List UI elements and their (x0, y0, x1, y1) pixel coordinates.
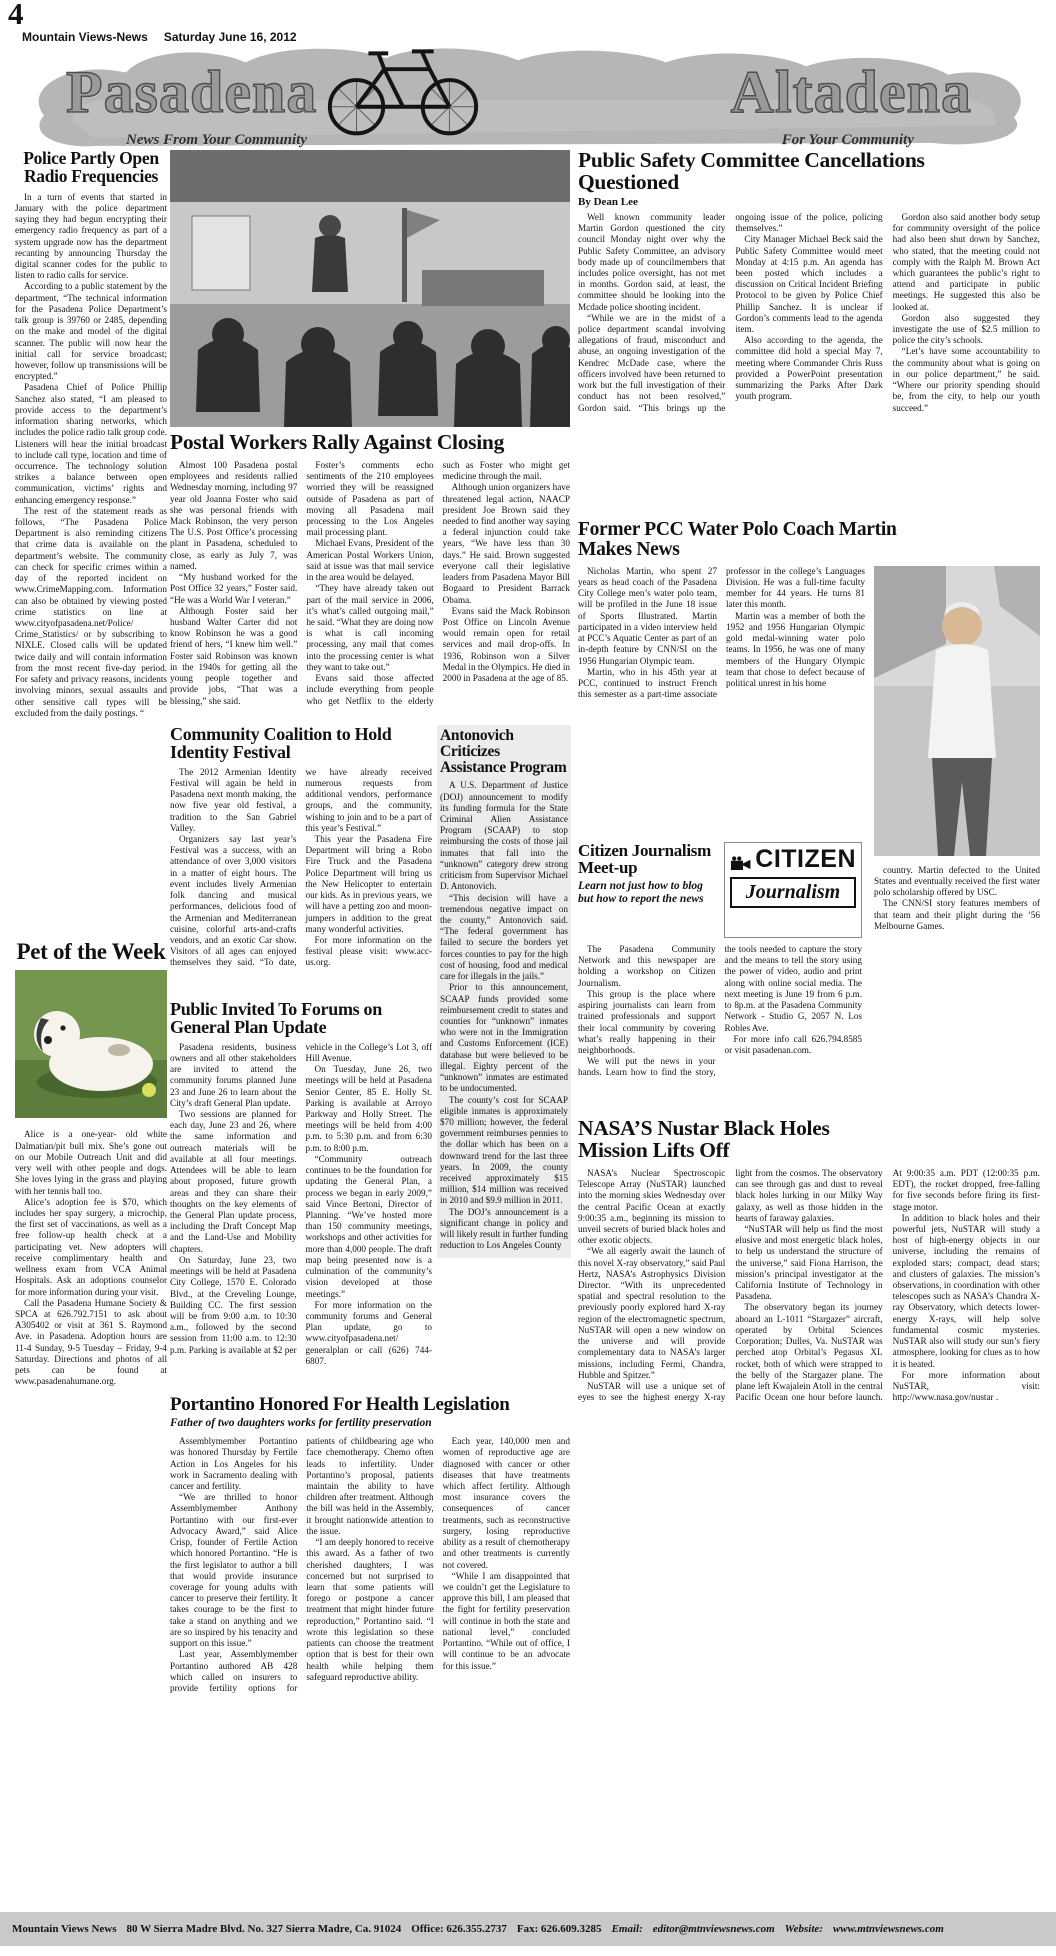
article-body: The 2012 Armenian Identity Festival will again be held in Pasadena next month making, the now five year old festival, a tradition to the San Gabriel Valley. Organizers say last year’s Festival was a success, with an attendance of over 3,000 visitors in a matter of eight hours. The event includes lively Armenian folk dancing and musical performances, delicious food of the Armenian and Mediterranean cuisine, colorful arts-and-crafts vendors, and an exotic Car show. Visitors of all ages can enjoyed themselves they said. “To date, we have already received numerous requests from additional vendors, performance groups, and the community, wishing to join and to be a part of this year’s Festival.” This year the Pasadena Fire Department will bring a Robo Fire Truck and the Pasadena Police Department will bring us the New Helicopter to entertain our kids. As in previous years, we will have a petting zoo and moon-jumpers in addition to the great many wonderful activities. For more information on the festival please visit: www.acc-us.org. (170, 766, 432, 968)
footer (0, 1912, 1056, 1946)
article-portantino (170, 1395, 570, 1694)
article-body: The Pasadena Community Network and this newspaper are holding a workshop on Citizen Journalism. This group is the place where aspiring journalists can learn from trained professionals and support their local community by covering what’s really happening in their neighborhoods. We will put the news in your hands. Learn how to find the story, the tools needed to capture the story and the means to tell the story using the power of video, audio and print along with online social media. The next meeting is June 19 from 6 p.m. to 8p.m. at the Pasadena Community Network - Studio G, 2057 N. Los Robles Ave. For more info call 626.794.8585 or visit pasadenan.com. (578, 944, 862, 1078)
article-body: Assemblymember Portantino was honored Thursday by Fertile Action in Los Angeles for his work in Sacramento dealing with cancer and fertility. “We are thrilled to honor Assemblymember Anthony Portantino with our first-ever Advocacy Award,” said Alice Crisp, founder of Fertile Action which honored Portantino. “He is the first legislator to author a bill that would provide insurance coverage for young adults with cancer to preserve their fertility. It takes courage to be the first to take a stand on anything and we are so inspired by his tenacity and support on this issue.” Last year, Assemblymember Portantino authored AB 428 which called on insurers to provide fertility options for patients of childbearing age who face chemotherapy. Chemo often leads to infertility. Under Portantino’s proposal, patients maintain the ability to have children after treatment. Although the bill was held in the Assembly, it brought nationwide attention to the issue. “I am deeply honored to receive this award. As a father of two cherished daughters, I was concerned but not surprised to learn that some patients will forego or postpone a cancer treatment that might hinder future reproduction,” Portantino said. “I wrote this legislation so these patients can choose the treatment option that is best for their own health while helping them safeguard reproductive ability. Each year, 140,000 men and women of reproductive age are diagnosed with cancer or other diseases that have treatments which affect fertility. Although most insurance covers the consequences of cancer treatments, such as reconstructive surgery, losing reproductive ability as a result of chemotherapy and other treatments is currently not covered. “While I am disappointed that we couldn’t get the Legislature to approve this bill, I am pleased that the fight for fertility preservation will continue in both the state and national level,” concluded Portantino. “While out of office, I will continue to be an advocate for this issue.” (170, 1436, 570, 1693)
article-police-radio (15, 150, 167, 719)
article-headline: Portantino Honored For Health Legislation (170, 1394, 510, 1415)
citizen-journalism-logo (724, 842, 862, 938)
article-headline: Citizen Journalism Meet-up (578, 841, 711, 878)
article-body: A U.S. Department of Justice (DOJ) announcement to modify its funding formula for the State Criminal Alien Assistance Program (SCAAP) to stop reimbursing the costs of those jail inmates that fall into the “unknown” category drew strong criticism from Supervisor Michael D. Antonovich. “This decision will have a tremendous negative impact on the county,” Antonovich said. “The federal government has failed to secure the borders yet forces counties to pay for the high cost of housing, food and medical care for illegals in the jails.” Prior to this announcement, SCAAP funds provided some reimbursement credit to states and counties for “unknown” inmates who were not in the Immigration and Customs Enforcement (ICE) database but were believed to be illegal. Eighty percent of the “unknown” inmates are estimated to be undocumented. The county’s cost for SCAAP eligible inmates is approximately $70 million; however, the federal government reimburses pennies to the dollar which has been on a downward trend for the last three years. In 2009, the county received approximately $15 million, $14 million was received in 2010 and $9.9 million in 2011. The DOJ’s announcement is a significant change in policy and will likely result in further funding reduction to Los Angeles County (440, 780, 568, 1251)
article-headline: Former PCC Water Polo Coach Martin Makes News (578, 519, 897, 560)
banner-title-altadena: Altadena (730, 59, 972, 125)
banner-title-pasadena: Pasadena (66, 59, 318, 125)
article-pet-of-week (15, 940, 167, 1387)
masthead-title: Mountain Views-News (22, 30, 148, 44)
article-postal-rally (170, 432, 570, 707)
footer-office: Office: 626.355.2737 (411, 1923, 507, 1935)
martin-photo (874, 566, 1040, 856)
logo-text-journalism: Journalism (745, 881, 841, 903)
footer-name: Mountain Views News (12, 1923, 117, 1935)
article-headline: Police Partly Open Radio Frequencies (23, 148, 159, 186)
dog-photo (15, 970, 167, 1118)
page-number: 4 (8, 0, 24, 31)
rally-photo (170, 150, 570, 427)
banner (14, 44, 1042, 150)
footer-website-label: Website: (784, 1923, 823, 1935)
footer-address: 80 W Sierra Madre Blvd. No. 327 Sierra Madre, Ca. 91024 (126, 1923, 402, 1935)
article-general-plan-forums (170, 1000, 432, 1367)
article-public-safety (578, 150, 1040, 414)
article-citizen-journalism (578, 842, 862, 1079)
tagline-right: For Your Community (781, 132, 914, 148)
masthead (22, 30, 297, 44)
bicycle-icon (319, 28, 487, 140)
article-body-continued: country. Martin defected to the United States and eventually received the first water polo scholarship offered by USC. The CNN/SI story features members of that team and their plight during the ’56 Melbourne Games. (874, 864, 1040, 931)
article-identity-festival (170, 725, 432, 969)
article-headline: Antonovich Criticizes Assistance Program (440, 727, 567, 776)
footer-email-label: Email: (611, 1923, 643, 1935)
article-subhead: Father of two daughters works for fertility preservation (170, 1417, 432, 1430)
tagline-left: News From Your Community (126, 132, 308, 148)
article-subhead: Learn not just how to blog but how to report the news (578, 879, 704, 906)
masthead-date: Saturday June 16, 2012 (163, 30, 297, 44)
article-body: In a turn of events that started in January with the police department saying they had begun encrypting their emergency radio frequency as part of a system upgrade now has the department recanting by announcing Thursday the digital scanner codes for the public to listen to radio calls for service. According to a public statement by the department, “The technical information for the Pasadena Police Department’s talk group is 39760 or 2485, depending on the make and model of the digital scanner. The public will now hear the initial call for service broadcast; however, follow up transmissions will be encrypted.” Pasadena Chief of Police Phillip Sanchez also stated, “I am pleased to provide access to the department’s information sharing networks, which includes the police radio talk group code. Listeners will hear the initial broadcast to include call type, location and time of occurrence. The technology solution strikes a balance between open communication, victims’ rights and enhancing emergency response.” The rest of the statement reads as follows, “The Pasadena Police Department is also reminding citizens that crime data is available on the department’s website. The community can check for specific crimes within a day of the reported incident on www.CrimeMapping.com. Information can also be obtained by viewing posted crime statistics on line at www.cityofpasadena.net/Police/ Crime_Statistics/ or by subscribing to NIXLE. Closed calls will be updated twice daily and will contain information from the most recent five-day period. For safety and privacy reasons, incidents involving minors, sexual assaults and other sensitive call types will be excluded from the daily postings. “ (15, 191, 167, 718)
footer-fax: Fax: 626.609.3285 (516, 1923, 602, 1935)
article-byline: By Dean Lee (578, 195, 638, 208)
article-headline: Public Safety Committee Cancellations Questioned (578, 148, 925, 194)
article-headline: Public Invited To Forums on General Plan Update (170, 999, 382, 1038)
article-nustar (578, 1118, 1040, 1403)
article-headline: Postal Workers Rally Against Closing (170, 430, 505, 454)
article-body: Almost 100 Pasadena postal employees and residents rallied Wednesday morning, including 97 year old Joanna Foster who said she was personal friends with Mack Robinson, the very person The U.S. Post Office’s processing plant in Pasadena, scheduled to close, as early as July 7, was named. “My husband worked for the Post Office 32 years,” Foster said. “He was a World War I veteran.” Although Foster said her husband Walter Carter did not know Robinson he was a good friend of hers, “I knew him well.” Foster said Robinson was known in the 1940s for getting all the young people together and provide jobs, “That was a blessing,” she said. Foster’s comments echo sentiments of the 210 employees worried they will be reassigned outside of Pasadena as part of moving all Pasadena mail processing to the Los Angeles mail processing plant. Michael Evans, President of the American Postal Workers Union, said at issue was that mail service in the area would be delayed. “They have already taken out part of the mail service in 2006, it’s what’s called outgoing mail,” he said. “What they are doing now is what is call incoming processing, any mail that comes into the processing center is what they want to take out.” Evans said those affected include everything from people who get Netflix to the elderly such as Foster who might get medicine through the mail. Although union organizers have threatened legal action, NAACP president Joe Brown said they needed to find another way saying a federal injunction could take years, “We have less than 30 days.” He said. Brown suggested everyone call their legislative leaders from Pasadena Mayor Bill Bogaard to President Barrack Obama. Evans said the Mack Robinson Post Office on Lincoln Avenue would remain open for retail services and mail drop-offs. In 1936, Robinson won a Silver Medal in the Olympics. He died in 2000 in Pasadena at the age of 85. (170, 459, 570, 706)
article-headline: NASA’S Nustar Black Holes Mission Lifts Off (578, 1116, 830, 1162)
article-body: Pasadena residents, business owners and all other stakeholders are invited to attend the community forums planned June 23 and June 26 to learn about the City’s draft General Plan update. Two sessions are planned for each day, June 23 and 26, where the same information and outreach materials will be available at all four meetings. Attendees will be able to learn about proposed, future growth areas and they can share their thoughts on the key elements of the General Plan update process, including the Draft Concept Map and the Land-Use and Mobility chapters. On Saturday, June 23, two meetings will be held at Pasadena City College, 1570 E. Colorado Blvd., at the Creveling Lounge, Building CC. The first session will be from 9:00 a.m. to 10:30 a.m., followed by the second session from 11:00 a.m. to 12:30 p.m. Parking is available at $2 per vehicle in the College’s Lot 3, off Hill Avenue. On Tuesday, June 26, two meetings will be held at Pasadena Senior Center, 85 E. Holly St. Parking is available at Arroyo Parkway and Holly Street. The meetings will be held from 4:00 p.m. to 5:30 p.m. and from 6:30 p.m. to 8:00 p.m. “Community outreach continues to be the foundation for updating the General Plan, a process we began in early 2009,” said Vince Bertoni, Director of Planning. “We’ve hosted more than 150 community meetings, workshops and other activities for more than 4,000 people. The draft map being presented now is a culmination of the community’s vision developed at those meetings.” For more information on the community forums and General Plan update, go to www.cityofpasadena.net/ generalplan or call (626) 744-6807. (170, 1041, 432, 1366)
article-headline: Community Coalition to Hold Identity Festival (170, 724, 392, 763)
article-headline: Pet of the Week (16, 939, 166, 964)
footer-website: www.mtnviewsnews.com (832, 1923, 944, 1935)
logo-text-citizen: CITIZEN (755, 845, 856, 873)
article-body: Alice is a one-year- old white Dalmatian/pit bull mix. She’s gone out on our Mobile Outreach Unit and did very well with other people and dogs. She loves lying in the grass and playing with her tennis ball too. Alice’s adoption fee is $70, which includes her spay surgery, a microchip, the first set of vaccinations, as well as a free follow-up health check at a participating vet. New adopters will receive complimentary health and wellness exam from VCA Animal Hospitals. Ask an adoptions counselor for more information during your visit. Call the Pasadena Humane Society & SPCA at 626.792.7151 to ask about A305402 or visit at 361 S. Raymond Ave. in Pasadena. Adoption hours are 11-4 Sunday, 9-5 Tuesday – Friday, 9-4 Saturday. Directions and photos of all pets can be found at www.pasadenahumane.org. (15, 1129, 167, 1387)
article-antonovich (437, 725, 571, 1258)
footer-email: editor@mtnviewsnews.com (652, 1923, 775, 1935)
article-body: Well known community leader Martin Gordon questioned the city council Monday night over why the Public Safety Committee, an advisory body made up of councilmembers that includes police oversight, has not met in months. Gordon said, at least, the committee should be looking into the Mcdade police shooting incident. “While we are in the midst of a police department scandal involving allegations of fraud, misconduct and abuse, an ongoing investigation of the Kendrec McDade case, where the officers involved have been returned to work but the full investigation of their conduct has not been resolved,” Gordon said. “This brings up the ongoing issue of the police, policing themselves.” City Manager Michael Beck said the Public Safety Committee would meet Monday at 4:15 p.m. An agenda has been posted which includes a discussion on Critical Incident Briefing Protocol to be given by Police Chief Phillip Sanchez. It is unclear if Gordon’s comments lead to the agenda item. Also according to the agenda, the committee did hold a special May 7, meeting where Commander Chris Russ provided a PowerPoint presentation summarizing the Parks After Dark youth program. Gordon also said another body setup for community oversight of the police had also been shut down by Sanchez, who stated, that the meeting could not comply with the Ralph M. Brown Act which guarantees the public’s right to attend and participate in public meetings. He suggested this also be looked at. Gordon also suggested they investigate the use of $2.5 million to police the city’s schools. “Let’s have some accountability to the community about what is going on in our police department,” he said. “Where our priority spending should be, from the city, to help our youth succeed.” (578, 211, 1040, 413)
camera-icon (730, 855, 752, 872)
article-body: NASA’s Nuclear Spectroscopic Telescope Array (NuSTAR) launched into the morning skies Wednesday over the central Pacific Ocean at exactly 9:00:35 a.m., beginning its mission to unveil secrets of buried black holes and other exotic objects. “We all eagerly await the launch of this novel X-ray observatory,” said Paul Hertz, NASA’s Astrophysics Division Director. “With its unprecedented spatial and spectral resolution to the previously poorly explored hard X-ray region of the electromagnetic spectrum, NuSTAR will open a new window on the universe and will provide complementary data to NASA’s larger missions, including Fermi, Chandra, Hubble and Spitzer.” NuSTAR will use a unique set of eyes to see the highest energy X-ray light from the cosmos. The observatory can see through gas and dust to reveal black holes lurking in our Milky Way galaxy, as well as those hidden in the hearts of faraway galaxies. “NuSTAR will help us find the most elusive and most energetic black holes, to help us understand the structure of the universe,” said Fiona Harrison, the mission’s principal investigator at the California Institute of Technology in Pasadena. The observatory began its journey aboard an L-1011 “Stargazer” aircraft, operated by Orbital Sciences Corporation; Dulles, Va. NuSTAR was perched atop Orbital’s Pegasus XL rocket, both of which were strapped to the belly of the Stargazer plane. The plane left Kwajalein Atoll in the central Pacific Ocean one hour before launch. At 9:00:35 a.m. PDT (12:00:35 p.m. EDT), the rocket dropped, free-falling for five seconds before firing its first-stage motor. In addition to black holes and their powerful jets, NuSTAR will study a host of high-energy objects in our universe, including the remains of exploded stars; compact, dead stars; and clusters of galaxies. The mission’s observations, in coordination with other telescopes such as NASA’s Chandra X-ray Observatory, which detects lower-energy X-rays, will help solve fundamental cosmic mysteries. NuSTAR also will study our sun’s fiery atmosphere, looking for clues as to how it is heated. For more information about NuSTAR, visit: http://www.nasa.gov/nustar . (578, 1167, 1040, 1403)
article-body: Nicholas Martin, who spent 27 years as head coach of the Pasadena City College men’s water polo team, will be profiled in the June 18 issue of Sports Illustrated. Martin participated in a video interview held at PCC’s Aquatic Center as part of an in-depth feature by CNN/SI on the 1956 Hungarian Olympic team. Martin, who in his 45th year at PCC, continued to instruct French this semester as a part-time associate professor in the college’s Languages Division. He was a full-time faculty member for 44 years. He turns 81 later this month. Martin was a member of both the 1952 and 1956 Hungarian Olympic gold medal-winning water polo teams. In 1956, he was one of many members of the Hungary Olympic team that chose to defect because of political unrest in his home (578, 565, 865, 700)
